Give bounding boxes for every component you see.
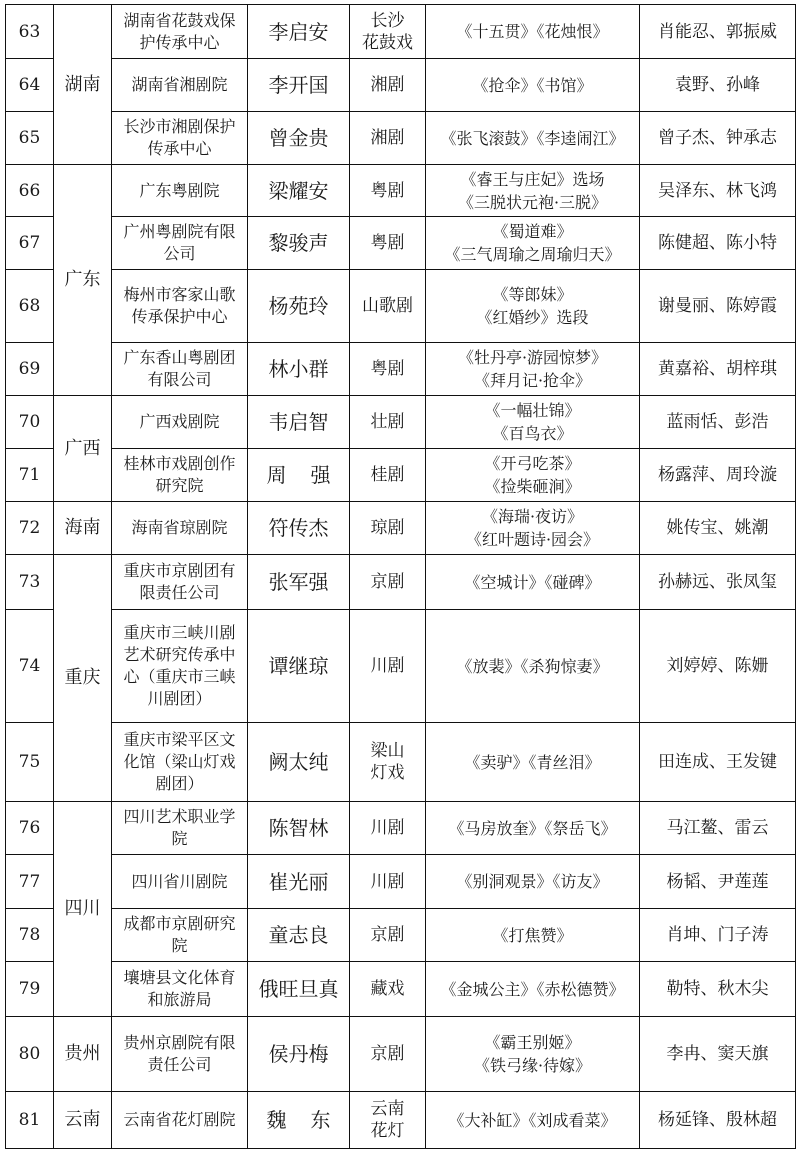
inheritor-name-text: 林小群 (268, 357, 329, 381)
genre-cell (350, 962, 426, 1017)
cell-line: 《卖驴》《青丝泪》 (464, 752, 601, 772)
province-cell: 湖南 (54, 5, 112, 165)
unit-cell (112, 165, 248, 217)
inheritor-name (248, 555, 350, 610)
row-number: 65 (6, 112, 54, 165)
inheritor-name (248, 5, 350, 59)
cell-line: 《铁弓缘·待嫁》 (473, 1056, 592, 1075)
students-cell: 陈健超、陈小特 (640, 217, 796, 270)
students-cell: 杨露萍、周玲漩 (640, 449, 796, 502)
table-row (6, 396, 796, 449)
cell-line: 梅州市客家山歌 (123, 285, 236, 304)
inheritor-name-text: 张军强 (268, 570, 329, 594)
repertoire-cell (426, 59, 640, 112)
cell-line: 重庆市京剧团有 (123, 561, 236, 580)
students-cell: 刘婷婷、陈姗 (640, 610, 796, 723)
cell-line: 公司 (163, 244, 196, 263)
genre-cell (350, 217, 426, 270)
cell-line: 灯戏 (370, 763, 405, 783)
row-number: 72 (6, 502, 54, 555)
cell-line: 四川省川剧院 (131, 871, 228, 891)
cell-line: 川剧团） (147, 689, 212, 708)
inheritor-name-text: 谭继琼 (268, 654, 329, 678)
cell-line: 院 (171, 829, 188, 848)
table-row (6, 165, 796, 217)
repertoire-cell (426, 723, 640, 802)
unit-cell (112, 909, 248, 962)
repertoire-cell (426, 112, 640, 165)
cell-line: 广东粤剧院 (139, 180, 220, 200)
cell-line: 《红叶题诗·园会》 (465, 530, 600, 549)
unit-cell (112, 502, 248, 555)
genre-cell (350, 112, 426, 165)
row-number: 71 (6, 449, 54, 502)
genre-cell (350, 449, 426, 502)
cell-line: 花鼓戏 (362, 32, 413, 53)
province-cell: 四川 (54, 802, 112, 1017)
students-cell: 谢曼丽、陈婷霞 (640, 270, 796, 343)
cell-line: 京剧 (370, 1044, 405, 1064)
cell-line: 藏戏 (370, 979, 405, 999)
inheritor-name (248, 165, 350, 217)
row-number: 74 (6, 610, 54, 723)
repertoire-cell (426, 1092, 640, 1149)
cell-line: 湘剧 (370, 128, 405, 148)
row-number: 78 (6, 909, 54, 962)
cell-line: 梁山 (370, 741, 405, 761)
cell-line: 川剧 (370, 871, 405, 892)
cell-line: 《百鸟衣》 (492, 424, 573, 443)
cell-line: 《海瑞·夜访》 (481, 507, 584, 526)
table-row (6, 217, 796, 270)
unit-cell (112, 217, 248, 270)
cell-line: 《金城公主》《赤松德赞》 (440, 979, 625, 999)
cell-line: 《抢伞》《书馆》 (472, 75, 593, 95)
genre-cell (350, 909, 426, 962)
row-number: 66 (6, 165, 54, 217)
cell-line: 湖南省花鼓戏保 (123, 10, 236, 30)
inheritor-name-text: 陈智林 (268, 816, 329, 840)
inheritor-name (248, 1017, 350, 1092)
cell-line: 粤剧 (370, 233, 405, 253)
inheritor-name (248, 723, 350, 802)
students-cell: 肖坤、门子涛 (640, 909, 796, 962)
unit-cell (112, 802, 248, 855)
row-number: 67 (6, 217, 54, 270)
cell-line: 《别洞观景》《访友》 (456, 872, 609, 891)
table-row (6, 855, 796, 909)
table-row (6, 962, 796, 1017)
cell-line: 《睿王与庄妃》选场 (460, 169, 605, 189)
students-cell: 杨延锋、殷林超 (640, 1092, 796, 1149)
repertoire-cell (426, 502, 640, 555)
inheritor-name (248, 343, 350, 396)
row-number: 75 (6, 723, 54, 802)
cell-line: 琼剧 (370, 518, 405, 538)
inheritor-name (248, 502, 350, 555)
row-number: 80 (6, 1017, 54, 1092)
students-cell: 黄嘉裕、胡梓琪 (640, 343, 796, 396)
table-row (6, 5, 796, 59)
cell-line: 和旅游局 (147, 990, 212, 1009)
repertoire-cell (426, 5, 640, 59)
row-number: 70 (6, 396, 54, 449)
repertoire-cell (426, 343, 640, 396)
unit-cell (112, 5, 248, 59)
cell-line: 云南省花灯剧院 (123, 1110, 236, 1129)
repertoire-cell (426, 610, 640, 723)
cell-line: 《打焦赞》 (492, 925, 573, 945)
cell-line: 广州粤剧院有限 (123, 222, 236, 241)
inheritor-name (248, 909, 350, 962)
unit-cell (112, 855, 248, 909)
genre-cell (350, 396, 426, 449)
cell-line: 重庆市三峡川剧 (123, 623, 236, 642)
table-row (6, 449, 796, 502)
genre-cell (350, 5, 426, 59)
cell-line: 《捡柴砸涧》 (484, 477, 581, 496)
cell-line: 心（重庆市三峡 (123, 667, 236, 686)
cell-line: 《张飞滚鼓》《李逵闹江》 (440, 128, 625, 148)
unit-cell (112, 723, 248, 802)
cell-line: 重庆市梁平区文 (123, 730, 236, 749)
inheritor-name (248, 1092, 355, 1149)
cell-line: 贵州京剧院有限 (123, 1033, 236, 1052)
cell-line: 川剧 (370, 818, 405, 838)
province-cell: 海南 (54, 502, 112, 555)
cell-line: 桂剧 (370, 465, 405, 485)
genre-cell (350, 723, 426, 802)
students-cell: 蓝雨恬、彭浩 (640, 396, 796, 449)
cell-line: 院 (171, 936, 188, 955)
students-cell: 马江鳌、雷云 (640, 802, 796, 855)
cell-line: 《三气周瑜之周瑜归天》 (444, 245, 621, 264)
students-cell: 吴泽东、林飞鸿 (640, 165, 796, 217)
row-number: 76 (6, 802, 54, 855)
cell-line: 《马房放奎》《祭岳飞》 (448, 818, 617, 838)
repertoire-cell (426, 165, 640, 217)
row-number: 81 (6, 1092, 54, 1149)
students-cell: 李冉、窦天旗 (640, 1017, 796, 1092)
inheritor-name-text: 俄旺旦真 (258, 977, 339, 1001)
cell-line: 研究院 (155, 476, 204, 495)
inheritor-name (248, 610, 350, 723)
repertoire-cell (426, 555, 640, 610)
genre-cell (350, 802, 426, 855)
repertoire-cell (426, 217, 640, 270)
table-body (6, 5, 796, 1149)
unit-cell (112, 962, 248, 1017)
repertoire-cell (426, 1017, 640, 1092)
row-number: 68 (6, 270, 54, 343)
genre-cell (350, 270, 426, 343)
cell-line: 《空城计》《碰碑》 (464, 572, 601, 592)
cell-line: 长沙 (370, 10, 405, 31)
unit-cell (112, 555, 248, 610)
genre-cell (350, 502, 426, 555)
inheritor-name (248, 112, 350, 165)
inheritor-name (248, 270, 350, 343)
inheritor-name-text: 魏东 (266, 1108, 355, 1132)
repertoire-cell (426, 962, 640, 1017)
cell-line: 长沙市湘剧保护 (123, 117, 236, 136)
unit-cell (112, 112, 248, 165)
cell-line: 成都市京剧研究 (123, 914, 236, 933)
cell-line: 京剧 (370, 925, 405, 945)
cell-line: 责任公司 (147, 1055, 212, 1074)
inheritor-name (248, 855, 350, 909)
inheritor-name (248, 396, 350, 449)
genre-cell (350, 343, 426, 396)
cell-line: 《十五贯》《花烛恨》 (456, 22, 609, 41)
row-number: 79 (6, 962, 54, 1017)
unit-cell (112, 1017, 248, 1092)
cell-line: 湖南省湘剧院 (131, 75, 228, 94)
cell-line: 粤剧 (370, 180, 405, 201)
cell-line: 《红婚纱》选段 (476, 308, 589, 327)
cell-line: 广东香山粤剧团 (123, 348, 236, 367)
row-number: 69 (6, 343, 54, 396)
row-number: 63 (6, 5, 54, 59)
cell-line: 桂林市戏剧创作 (123, 454, 236, 473)
table-row (6, 59, 796, 112)
cell-line: 《蜀道难》 (492, 222, 573, 241)
unit-cell (112, 449, 248, 502)
inheritor-name-text: 黎骏声 (268, 231, 329, 255)
repertoire-cell (426, 802, 640, 855)
students-cell: 田连成、王发键 (640, 723, 796, 802)
cell-line: 花灯 (370, 1121, 405, 1141)
cell-line: 壤塘县文化体育 (123, 968, 236, 987)
cell-line: 川剧 (370, 656, 405, 676)
cell-line: 艺术研究传承中 (123, 645, 236, 664)
students-cell: 孙赫远、张凤玺 (640, 555, 796, 610)
inheritor-name (248, 962, 350, 1017)
students-cell: 肖能忍、郭振威 (640, 5, 796, 59)
cell-line: 《等郎妹》 (492, 285, 573, 304)
genre-cell (350, 1092, 426, 1149)
unit-cell (112, 59, 248, 112)
inheritor-name-text: 梁耀安 (268, 178, 329, 203)
cell-line: 传承保护中心 (131, 307, 228, 326)
cell-line: 粤剧 (370, 359, 405, 379)
repertoire-cell (426, 270, 640, 343)
students-cell: 勒特、秋木尖 (640, 962, 796, 1017)
table-row (6, 270, 796, 343)
cell-line: 海南省琼剧院 (131, 518, 228, 537)
inheritor-name (248, 59, 350, 112)
genre-cell (350, 165, 426, 217)
table-row (6, 610, 796, 723)
repertoire-cell (426, 449, 640, 502)
cell-line: 京剧 (370, 572, 405, 592)
cell-line: 限责任公司 (139, 583, 220, 602)
table-row (6, 555, 796, 610)
cell-line: 云南 (370, 1099, 405, 1119)
cell-line: 《霸王别姬》 (484, 1033, 581, 1052)
row-number: 64 (6, 59, 54, 112)
inheritor-name-text: 曾金贵 (268, 126, 329, 150)
table-row (6, 343, 796, 396)
unit-cell (112, 1092, 248, 1149)
unit-cell (112, 610, 248, 723)
row-number: 73 (6, 555, 54, 610)
inheritor-name-text: 崔光丽 (268, 869, 329, 894)
inheritor-name (248, 802, 350, 855)
genre-cell (350, 59, 426, 112)
province-cell: 贵州 (54, 1017, 112, 1092)
genre-cell (350, 555, 426, 610)
students-cell: 曾子杰、钟承志 (640, 112, 796, 165)
cell-line: 《放裴》《杀狗惊妻》 (456, 656, 609, 676)
province-cell: 云南 (54, 1092, 112, 1149)
genre-cell (350, 855, 426, 909)
province-cell: 重庆 (54, 555, 112, 802)
inheritor-name-text: 李启安 (268, 19, 329, 44)
cell-line: 广西戏剧院 (139, 412, 220, 431)
table-row (6, 802, 796, 855)
inheritor-name-text: 杨苑玲 (268, 294, 329, 318)
inheritor-name-text: 侯丹梅 (268, 1042, 329, 1066)
cell-line: 剧团） (155, 774, 204, 793)
cell-line: 《开弓吃茶》 (484, 454, 581, 473)
inheritance-table (5, 4, 796, 1149)
inheritor-name-text: 周强 (266, 463, 355, 487)
inheritor-name (248, 217, 350, 270)
cell-line: 四川艺术职业学 (123, 807, 236, 826)
cell-line: 护传承中心 (139, 32, 220, 52)
row-number: 77 (6, 855, 54, 909)
table-row (6, 723, 796, 802)
students-cell: 姚传宝、姚潮 (640, 502, 796, 555)
repertoire-cell (426, 396, 640, 449)
province-cell: 广东 (54, 165, 112, 396)
genre-cell (350, 1017, 426, 1092)
cell-line: 《一幅壮锦》 (484, 401, 581, 420)
table-row (6, 1017, 796, 1092)
students-cell: 袁野、孙峰 (640, 59, 796, 112)
unit-cell (112, 396, 248, 449)
repertoire-cell (426, 909, 640, 962)
cell-line: 湘剧 (370, 75, 405, 95)
students-cell: 杨韬、尹莲莲 (640, 855, 796, 909)
province-cell: 广西 (54, 396, 112, 502)
cell-line: 传承中心 (147, 139, 212, 158)
cell-line: 有限公司 (147, 370, 212, 389)
inheritor-name-text: 童志良 (268, 923, 329, 947)
cell-line: 《牡丹亭·游园惊梦》 (457, 348, 608, 367)
cell-line: 化馆（梁山灯戏 (123, 752, 236, 771)
cell-line: 壮剧 (370, 412, 405, 432)
table-row (6, 1092, 796, 1149)
inheritor-name-text: 韦启智 (268, 410, 329, 434)
unit-cell (112, 270, 248, 343)
unit-cell (112, 343, 248, 396)
cell-line: 《三脱状元袍·三脱》 (457, 192, 608, 212)
genre-cell (350, 610, 426, 723)
cell-line: 《大补缸》《刘成看菜》 (448, 1110, 617, 1130)
inheritor-name-text: 阙太纯 (268, 750, 329, 774)
table-row (6, 909, 796, 962)
inheritor-name (248, 449, 355, 502)
cell-line: 《拜月记·抢伞》 (473, 371, 592, 390)
cell-line: 山歌剧 (362, 296, 413, 316)
inheritor-name-text: 符传杰 (268, 516, 329, 540)
inheritor-name-text: 李开国 (268, 73, 329, 97)
table-row (6, 502, 796, 555)
repertoire-cell (426, 855, 640, 909)
table-row (6, 112, 796, 165)
